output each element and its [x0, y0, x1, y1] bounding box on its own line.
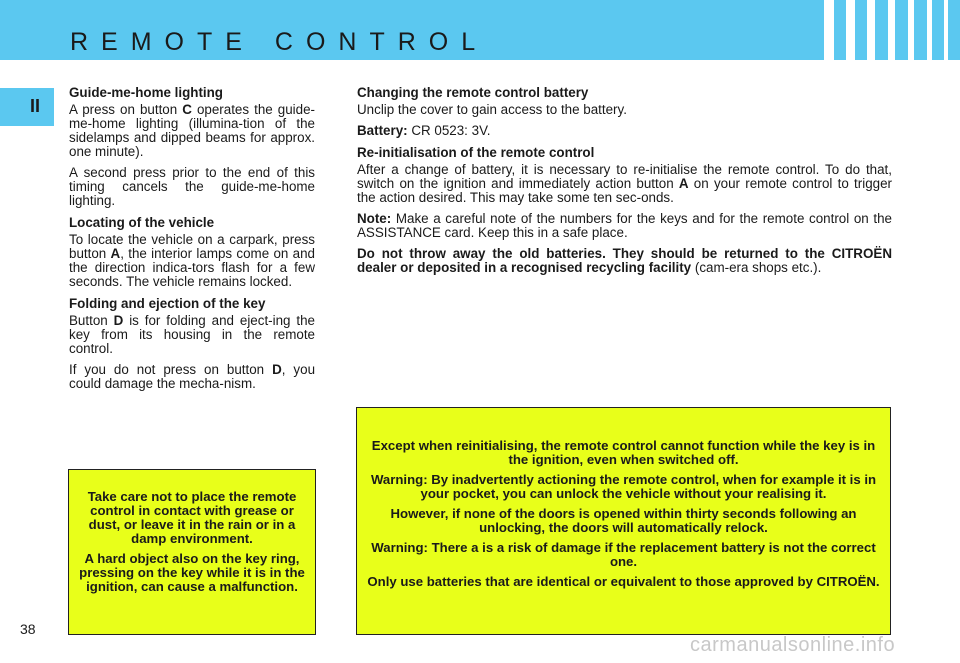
battery-heading: Changing the remote control battery: [357, 85, 589, 100]
button-key: A: [678, 176, 689, 191]
battery-spec: [357, 124, 892, 138]
text-run: Button: [69, 313, 114, 328]
button-key: D: [272, 362, 282, 377]
warning-left-paragraph-2: A hard object also on the key ring, pressing on the key while it is in the ignition, can cause a malfunction.: [79, 551, 305, 594]
section-tab: [0, 88, 54, 126]
text-run: To locate the vehicle on a carpark, press button: [69, 232, 315, 261]
page-header: [0, 0, 960, 60]
text-run: , the interior lamps come on and the direction indica-tors flash for a few seconds. The vehicle remains locked.: [69, 246, 316, 289]
header-stripe: [824, 0, 834, 60]
page-title: REMOTE CONTROL: [70, 28, 489, 56]
guide-heading: Guide-me-home lighting: [69, 85, 223, 100]
header-stripe: [867, 0, 875, 60]
text-run: on your remote control to trigger the action desired. This may take some ten sec-onds.: [357, 176, 892, 205]
locating-paragraph: [69, 233, 315, 289]
battery-label: Battery:: [357, 123, 408, 138]
guide-paragraph-1: [69, 103, 315, 159]
header-stripe: [908, 0, 914, 60]
header-stripe: [927, 0, 932, 60]
note-text: Make a careful note of the numbers for the keys and for the remote control on the ASSISTANCE card. Keep this in a safe place.: [357, 211, 892, 240]
battery-paragraph: Unclip the cover to gain access to the battery.: [357, 102, 627, 117]
header-stripe: [944, 0, 948, 60]
folding-heading: Folding and ejection of the key: [69, 296, 266, 311]
warning-box-left: [68, 469, 316, 635]
reinit-paragraph: [357, 163, 892, 205]
folding-paragraph-2: [69, 363, 315, 391]
dispose-rest: (cam-era shops etc.).: [691, 260, 822, 275]
text-run: operates the guide-me-home lighting (illumina-tion of the sidelamps and dipped beams for approx. one minute).: [69, 102, 315, 159]
warning-right-paragraph-5: Only use batteries that are identical or equivalent to those approved by CITROËN.: [367, 574, 880, 589]
dispose-bold: Do not throw away the old batteries. They should be returned to the CITROËN dealer or deposited in a recognised recycling facility: [357, 246, 892, 275]
header-stripe: [888, 0, 895, 60]
warning-right-paragraph-4: Warning: There a is a risk of damage if the replacement battery is not the correct one.: [371, 540, 876, 569]
reinit-heading: Re-initialisation of the remote control: [357, 145, 595, 160]
button-key: C: [182, 102, 192, 117]
warning-right-paragraph-2: Warning: By inadvertently actioning the remote control, when for example it is in your pocket, you can unlock the vehicle without your realising it.: [370, 472, 877, 501]
battery-value: CR 0523: 3V.: [407, 123, 491, 138]
button-key: A: [110, 246, 121, 261]
button-key: D: [113, 313, 124, 328]
watermark[interactable]: carmanualsonline.info: [690, 634, 896, 656]
left-column: [69, 86, 315, 398]
section-tab-label: II: [30, 96, 41, 116]
note-label: Note:: [357, 211, 392, 226]
warning-right-paragraph-3: However, if none of the doors is opened within thirty seconds following an unlocking, the doors will automatically relock.: [390, 506, 857, 535]
note-paragraph: [357, 212, 892, 240]
dispose-paragraph: [357, 247, 892, 275]
right-column: [357, 86, 892, 282]
text-run: , you could damage the mecha-nism.: [69, 362, 316, 391]
locating-heading: Locating of the vehicle: [69, 215, 215, 230]
guide-paragraph-2: A second press prior to the end of this timing cancels the guide-me-home lighting.: [69, 165, 315, 208]
text-run: is for folding and eject-ing the key from its housing in the remote control.: [69, 313, 316, 356]
warning-box-right: [356, 407, 891, 635]
page-number: 38: [20, 621, 36, 637]
header-stripe: [846, 0, 855, 60]
text-run: If you do not press on button: [69, 362, 273, 377]
text-run: After a change of battery, it is necessary to re-initialise the remote control. To do that, switch on the ignition and immediately action button: [357, 162, 892, 191]
text-run: A press on button: [69, 102, 183, 117]
folding-paragraph-1: [69, 314, 315, 356]
warning-right-paragraph-1: Except when reinitialising, the remote control cannot function while the key is in the ignition, even when switched off.: [371, 438, 876, 467]
warning-left-paragraph-1: Take care not to place the remote control in contact with grease or dust, or leave it in the rain or in a damp environment.: [87, 489, 297, 546]
